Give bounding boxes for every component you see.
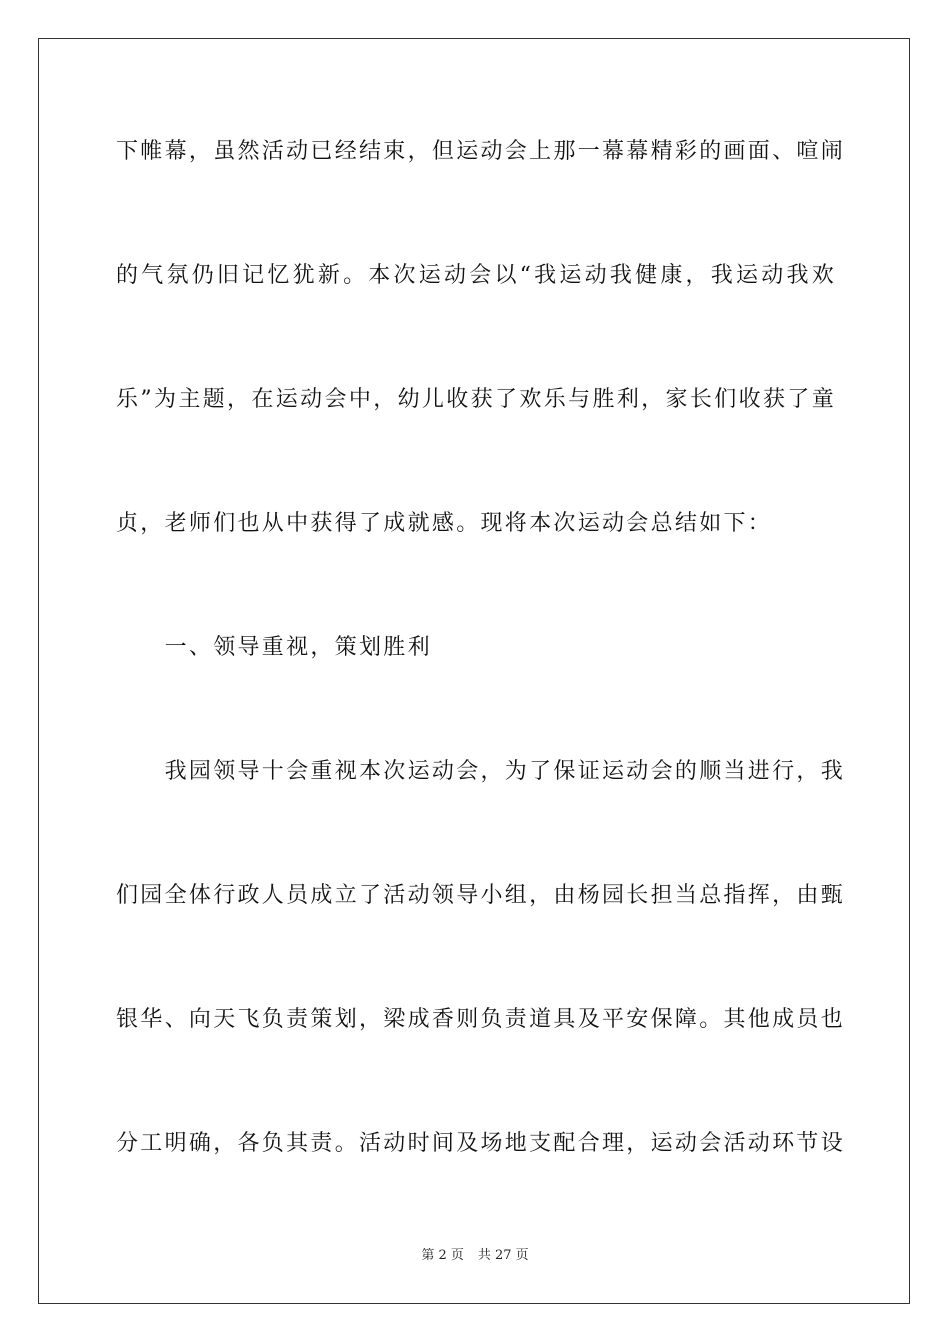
text-line: 们园全体行政人员成立了活动领导小组，由杨园长担当总指挥，由甄 bbox=[116, 883, 846, 908]
page-border bbox=[38, 38, 910, 1304]
text-line: 分工明确，各负其责。活动时间及场地支配合理，运动会活动环节设 bbox=[116, 1131, 846, 1156]
text-line: 的气氛仍旧记忆犹新。本次运动会以“我运动我健康，我运动我欢 bbox=[116, 263, 836, 288]
text-line: 银华、向天飞负责策划，梁成香则负责道具及平安保障。其他成员也 bbox=[116, 1007, 846, 1032]
page-total: 共 27 页 bbox=[477, 1248, 529, 1263]
section-heading: 一、领导重视，策划胜利 bbox=[116, 635, 432, 660]
page-footer bbox=[0, 1248, 950, 1264]
text-line: 我园领导十会重视本次运动会，为了保证运动会的顺当进行，我 bbox=[116, 759, 846, 784]
text-line: 下帷幕，虽然活动已经结束，但运动会上那一幕幕精彩的画面、喧闹 bbox=[116, 139, 846, 164]
text-line: 乐”为主题，在运动会中，幼儿收获了欢乐与胜利，家长们收获了童 bbox=[116, 387, 836, 412]
page-number: 第 2 页 bbox=[421, 1248, 464, 1263]
text-line: 贞，老师们也从中获得了成就感。现将本次运动会总结如下： bbox=[116, 511, 773, 536]
